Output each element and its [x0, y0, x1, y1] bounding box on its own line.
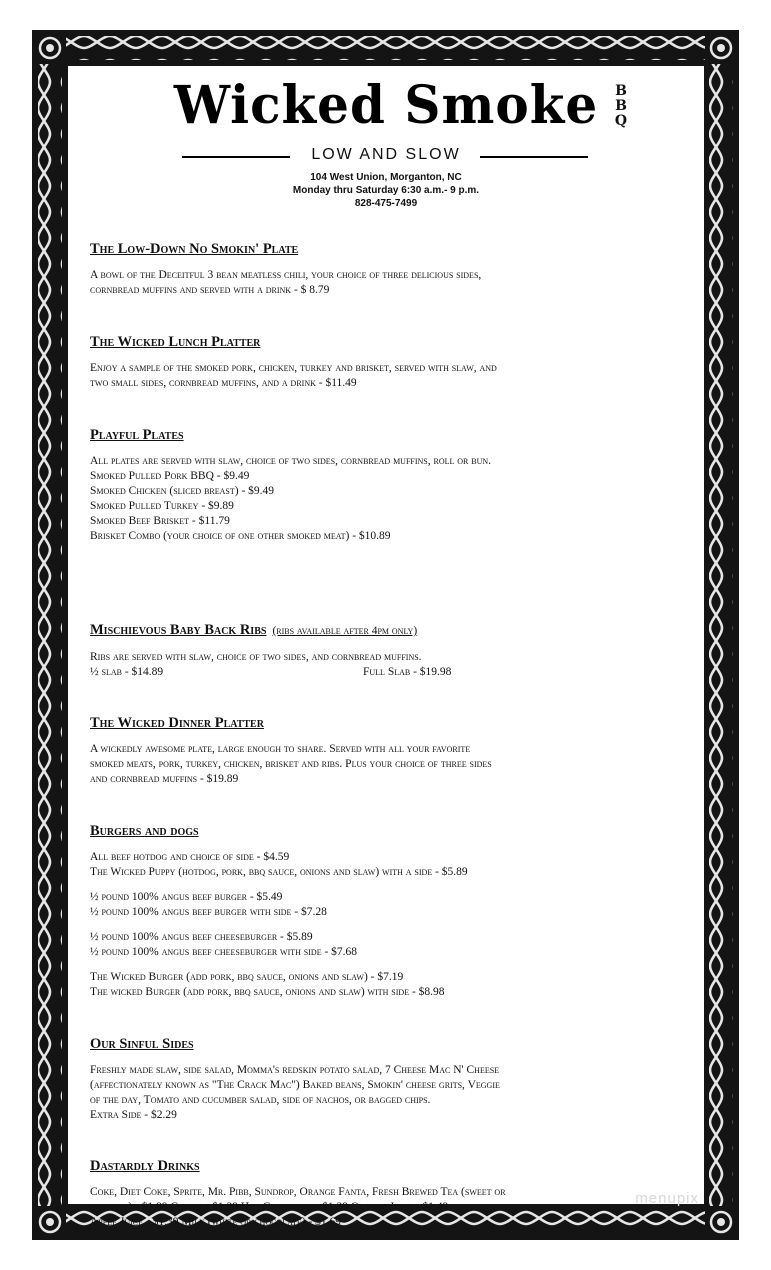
menu-text: Ribs are served with slaw, choice of two sides, and cornbread muffins. [90, 651, 422, 663]
section-title: Playful Plates [90, 427, 184, 443]
menu-item: Extra Side - $2.29 [90, 1109, 177, 1121]
tagline-rule-right [480, 156, 588, 158]
menu-item: The Wicked Puppy (hotdog, pork, bbq sauce, onions and slaw) with a side - $5.89 [90, 866, 468, 878]
full-slab-price: Full Slab - $19.98 [363, 666, 452, 678]
address: 104 West Union, Morganton, NC [310, 172, 462, 183]
brand-name: Wicked Smoke [173, 73, 599, 136]
menu-item: Smoked Pulled Turkey - $9.89 [90, 500, 234, 512]
half-slab-price: ½ slab - $14.89 [90, 666, 164, 678]
menu-item: ½ pound 100% angus beef cheeseburger with side - $7.68 [90, 946, 358, 958]
section-title: The Low-Down No Smokin' Plate [90, 241, 299, 257]
section-ribs [90, 621, 690, 680]
menu-item: All beef hotdog and choice of side - $4.59 [90, 851, 290, 863]
section-drinks [90, 1157, 690, 1230]
menu-text: A wickedly awesome plate, large enough to share. Served with all your favorite [90, 743, 471, 755]
menu-page [68, 66, 704, 1228]
menu-item: Smoked Pulled Pork BBQ - $9.49 [90, 470, 250, 482]
section-title: The Wicked Dinner Platter [90, 715, 264, 731]
menu-item: Smoked Chicken (sliced breast) - $9.49 [90, 485, 275, 497]
corner-ornament [40, 1212, 60, 1232]
section-title-text: Mischievous Baby Back Ribs [90, 622, 267, 638]
menu-text: A bowl of the Deceitful 3 bean meatless chili, your choice of three delicious sides, [90, 269, 482, 281]
corner-ornament [40, 38, 60, 58]
section-title: Dastardly Drinks [90, 1158, 200, 1174]
section-lunch-platter [90, 333, 690, 391]
watermark: menupix [635, 1190, 699, 1207]
section-sides [90, 1035, 690, 1123]
menu-text: Apple Juice - $1.39 Milk (white or chocolate) - $1.69 [90, 1216, 342, 1228]
menu-item: The Wicked Burger (add pork, bbq sauce, onions and slaw) - $7.19 [90, 971, 404, 983]
menu-text: cornbread muffins and served with a drink - $ 8.79 [90, 284, 330, 296]
menu-text: of the day, Tomato and cucumber salad, side of nachos, or bagged chips. [90, 1094, 431, 1106]
menu-text: smoked meats, pork, turkey, chicken, brisket and ribs. Plus your choice of three sides [90, 758, 492, 770]
menu-text: Coke, Diet Coke, Sprite, Mr. Pibb, Sundrop, Orange Fanta, Fresh Brewed Tea (sweet or [90, 1186, 506, 1198]
menu-text: Freshly made slaw, side salad, Momma's redskin potato salad, 7 Cheese Mac N' Cheese [90, 1064, 500, 1076]
restaurant-logo [68, 73, 704, 136]
corner-ornament [711, 1212, 731, 1232]
section-title [90, 621, 690, 640]
menu-text: All plates are served with slaw, choice of two sides, cornbread muffins, roll or bun. [90, 455, 492, 467]
section-title: The Wicked Lunch Platter [90, 334, 261, 350]
menu-item: ½ pound 100% angus beef cheeseburger - $5.89 [90, 931, 313, 943]
section-burgers [90, 822, 690, 1000]
menu-text: Enjoy a sample of the smoked pork, chicken, turkey and brisket, served with slaw, and [90, 362, 497, 374]
menu-item: Smoked Beef Brisket - $11.79 [90, 515, 230, 527]
section-dinner-platter [90, 714, 690, 787]
menu-item: The wicked Burger (add pork, bbq sauce, onions and slaw) with side - $8.98 [90, 986, 445, 998]
section-low-down [90, 240, 690, 298]
tagline: LOW AND SLOW [311, 146, 461, 163]
section-playful-plates [90, 426, 690, 544]
section-note: (ribs available after 4pm only) [272, 625, 418, 637]
section-title: Our Sinful Sides [90, 1036, 194, 1052]
menu-text: (affectionately known as "The Crack Mac") Baked beans, Smokin' cheese grits, Veggie [90, 1079, 500, 1091]
menu-item: Brisket Combo (your choice of one other smoked meat) - $10.89 [90, 530, 391, 542]
menu-text: and cornbread muffins - $19.89 [90, 773, 239, 785]
ribs-prices [90, 665, 690, 680]
menu-text: two small sides, cornbread muffins, and a drink - $11.49 [90, 377, 357, 389]
brand-suffix [614, 84, 628, 129]
phone: 828-475-7499 [354, 198, 418, 209]
section-title: Burgers and dogs [90, 823, 199, 839]
brand-suffix-text: B B Q [614, 83, 628, 129]
hours: Monday thru Saturday 6:30 a.m.- 9 p.m. [292, 185, 480, 196]
corner-ornament [711, 38, 731, 58]
contact-info [68, 171, 704, 210]
menu-text: unsweet) - $1.89 Coffee - $1.29 Hot Chocolate - $1.29 Orange Juice - $1.49 [90, 1201, 449, 1213]
menu-item: ½ pound 100% angus beef burger - $5.49 [90, 891, 283, 903]
menu-item: ½ pound 100% angus beef burger with side - $7.28 [90, 906, 327, 918]
